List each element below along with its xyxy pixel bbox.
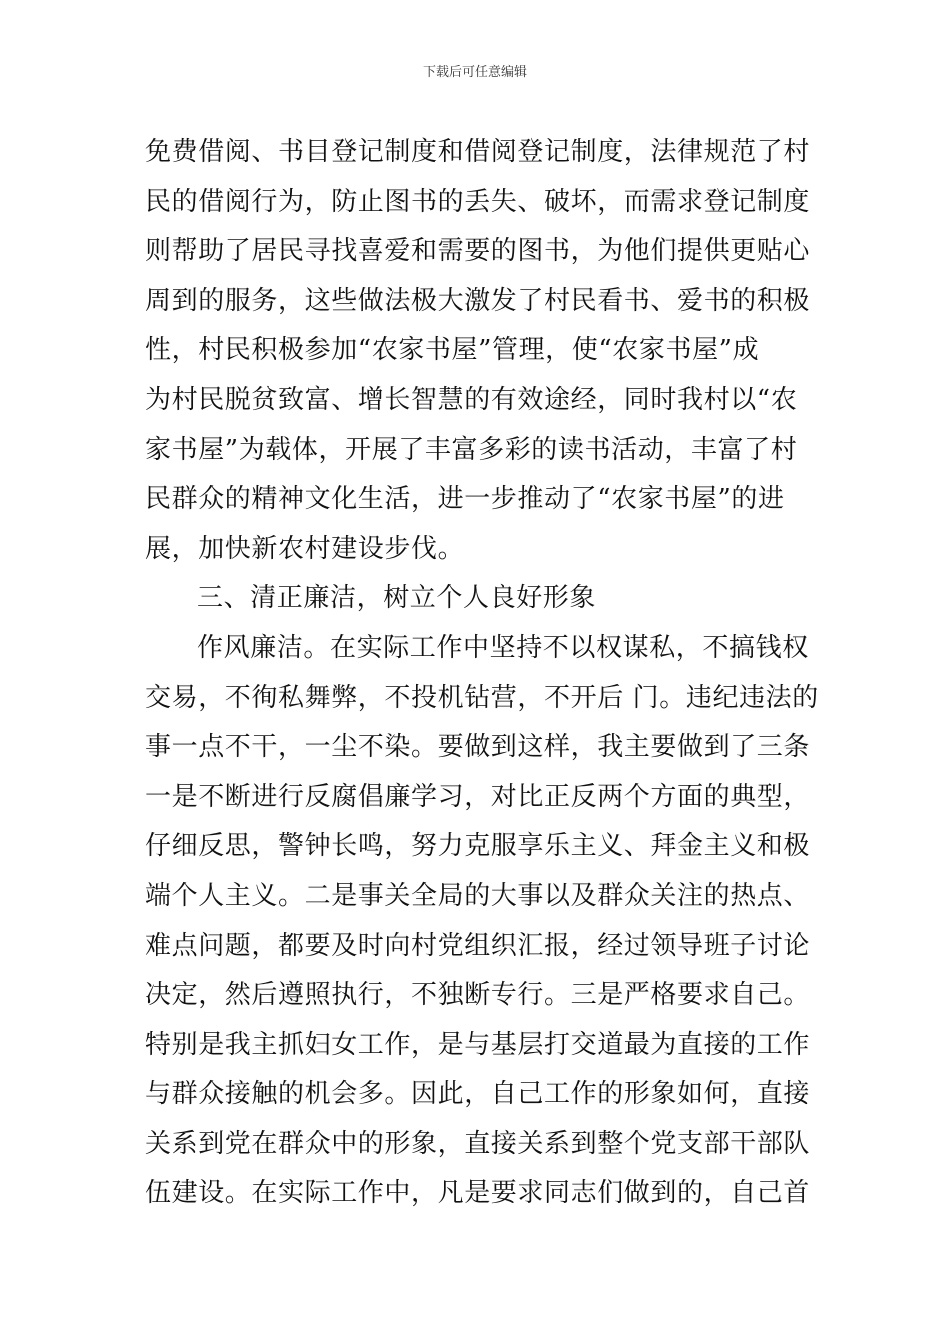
- text-line: 特别是我主抓妇女工作，是与基层打交道最为直接的工作: [145, 1029, 811, 1060]
- text-line: 为村民脱贫致富、增长智慧的有效途经，同时我村以“农: [145, 384, 798, 415]
- text-line: 关系到党在群众中的形象，直接关系到整个党支部干部队: [145, 1128, 811, 1159]
- text-line: 与群众接触的机会多。因此，自己工作的形象如何，直接: [145, 1079, 811, 1110]
- text-line: 仔细反思，警钟长鸣，努力克服享乐主义、拜金主义和极: [145, 831, 811, 862]
- text-line: 事一点不干，一尘不染。要做到这样，我主要做到了三条: [145, 732, 811, 763]
- text-line: 民的借阅行为，防止图书的丢失、破坏，而需求登记制度: [145, 186, 811, 217]
- page-header: 下载后可任意编辑: [422, 65, 527, 80]
- text-line: 则帮助了居民寻找喜爱和需要的图书，为他们提供更贴心: [145, 236, 811, 267]
- text-line: 伍建设。在实际工作中，凡是要求同志们做到的，自己首: [145, 1178, 811, 1209]
- text-line: 民群众的精神文化生活，进一步推动了“农家书屋”的进: [145, 484, 785, 515]
- text-line: 交易，不徇私舞弊，不投机钻营，不开后 门。违纪违法的: [145, 682, 819, 713]
- document-body: [145, 128, 819, 1219]
- text-line: 难点问题，都要及时向村党组织汇报，经过领导班子讨论: [145, 930, 811, 961]
- text-line: 一是不断进行反腐倡廉学习，对比正反两个方面的典型，: [145, 781, 811, 812]
- text-line: 周到的服务，这些做法极大激发了村民看书、爱书的积极: [145, 285, 811, 316]
- text-line: 端个人主义。二是事关全局的大事以及群众关注的热点、: [145, 880, 811, 911]
- text-line: 家书屋”为载体，开展了丰富多彩的读书活动，丰富了村: [145, 434, 798, 465]
- paragraph-start-line: 作风廉洁。在实际工作中坚持不以权谋私，不搞钱权: [197, 632, 809, 663]
- text-line: 免费借阅、书目登记制度和借阅登记制度，法律规范了村: [145, 137, 811, 167]
- section-heading: 三、清正廉洁，树立个人良好形象: [197, 583, 597, 614]
- text-line: 展，加快新农村建设步伐。: [145, 533, 465, 564]
- text-line: 性，村民积极参加“农家书屋”管理，使“农家书屋”成: [145, 335, 760, 366]
- text-line: 决定，然后遵照执行，不独断专行。三是严格要求自己。: [145, 980, 811, 1011]
